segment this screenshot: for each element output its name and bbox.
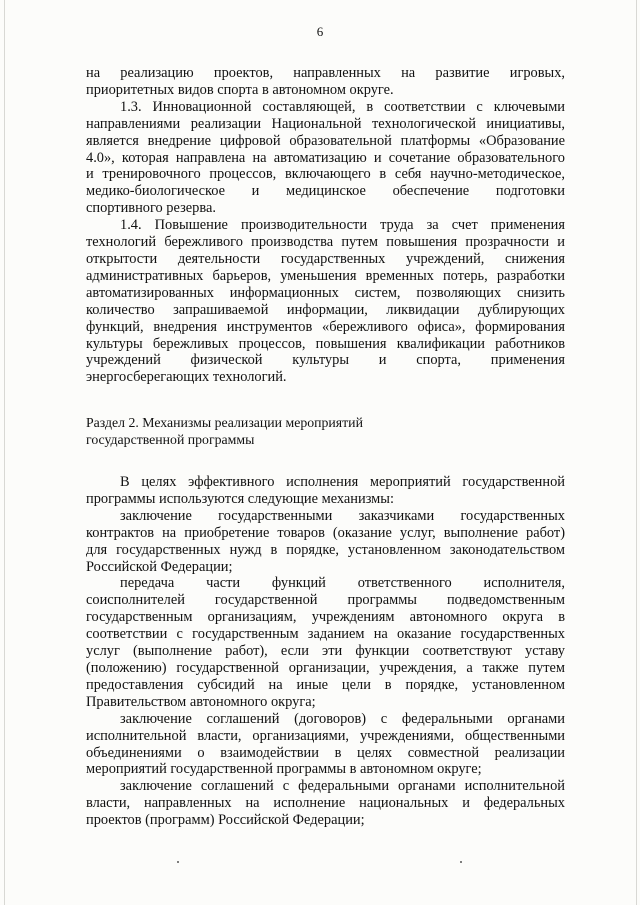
text-line: мероприятий государственной программы в автономном округе; <box>86 761 482 778</box>
page-edge-left <box>4 0 5 905</box>
text-line: соисполнителей государственной программы подведомственным <box>86 592 565 609</box>
text-line: соответствии с государственным заданием на оказание государственных <box>86 626 565 643</box>
text-line: направлениями реализации Национальной технологической инициативы, <box>86 115 565 132</box>
scan-speck <box>460 861 462 863</box>
page-edge-right <box>636 0 637 905</box>
text-line: Российской Федерации; <box>86 558 233 575</box>
text-line: В целях эффективного исполнения мероприятий государственной <box>120 474 565 491</box>
text-line: 1.4. Повышение производительности труда за счет применения <box>120 217 565 234</box>
text-line: 4.0», которая направлена на автоматизацию и сочетание образовательного <box>86 149 565 166</box>
text-line: проектов (программ) Российской Федерации; <box>86 812 365 829</box>
text-line: количество запрашиваемой информации, ликвидации дублирующих <box>86 301 565 318</box>
document-text <box>86 65 565 829</box>
text-line: Правительством автономного округа; <box>86 693 316 710</box>
scan-speck <box>177 861 179 863</box>
text-line: 1.3. Инновационной составляющей, в соответствии с ключевыми <box>120 98 565 115</box>
text-line: объединениями о взаимодействии в целях совместной реализации <box>86 744 565 761</box>
text-line: заключение соглашений (договоров) с федеральными органами <box>120 710 565 727</box>
text-line: услуг (выполнение работ), если эти функции соответствуют уставу <box>86 643 565 660</box>
page-number: 6 <box>316 24 324 39</box>
text-line: передача части функций ответственного исполнителя, <box>120 575 565 592</box>
text-line: приоритетных видов спорта в автономном округе. <box>86 81 394 98</box>
text-line: и тренировочного процессов, включающего в себя научно-методическое, <box>86 166 565 183</box>
text-line: программы используются следующие механизмы: <box>86 490 394 507</box>
section-title-line: Раздел 2. Механизмы реализации мероприятий <box>86 415 363 431</box>
text-line: контрактов на приобретение товаров (оказание услуг, выполнение работ) <box>86 524 565 541</box>
text-line: власти, направленных на исполнение национальных и федеральных <box>86 795 565 812</box>
text-line: технологий бережливого производства путем повышения прозрачности и <box>86 234 565 251</box>
text-line: исполнительной власти, организациями, учреждениями, общественными <box>86 727 565 744</box>
text-line: на реализацию проектов, направленных на развитие игровых, <box>86 65 565 81</box>
text-line: открытости деятельности государственных учреждений, снижения <box>86 250 565 267</box>
text-line: заключение соглашений с федеральными органами исполнительной <box>120 778 565 795</box>
text-line: является внедрение цифровой образовательной платформы «Образование <box>86 132 565 149</box>
text-line: заключение государственными заказчиками государственных <box>120 507 565 524</box>
text-line: культуры бережливых процессов, повышения квалификации работников <box>86 335 565 352</box>
text-line: медико-биологическое и медицинское обеспечение подготовки <box>86 183 565 200</box>
text-line: (положению) государственной организации, учреждения, а также путем <box>86 660 565 676</box>
text-line: функций, внедрения инструментов «бережливого офиса», формирования <box>86 318 565 335</box>
text-line: государственным организациям, учреждениям автономного округа в <box>86 609 565 626</box>
section-title-line: государственной программы <box>86 432 255 448</box>
text-line: спортивного резерва. <box>86 200 216 217</box>
text-line: административных барьеров, уменьшения временных потерь, разработки <box>86 267 565 284</box>
text-line: энергосберегающих технологий. <box>86 369 287 386</box>
text-line: для государственных нужд в порядке, установленном законодательством <box>86 541 565 558</box>
text-line: автоматизированных информационных систем, позволяющих снизить <box>86 284 565 301</box>
text-line: предоставления субсидий на иные цели в порядке, установленном <box>86 676 565 693</box>
text-line: учреждений физической культуры и спорта, применения <box>86 352 565 369</box>
